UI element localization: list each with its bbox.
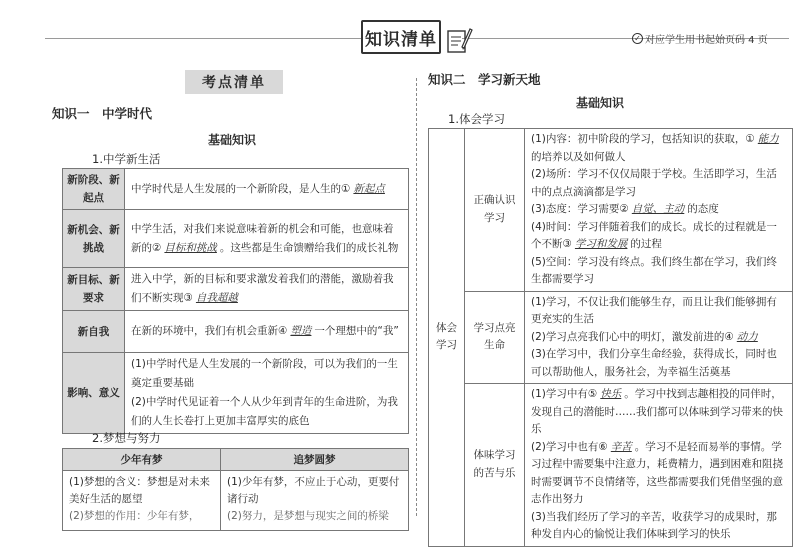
row-label: 体味学习的苦与乐	[465, 384, 525, 547]
subheading-dream-effort: 2.梦想与努力	[92, 431, 161, 445]
subheading-experience-learning: 1.体会学习	[448, 112, 505, 126]
answer-blank: 目标和挑战	[164, 241, 217, 254]
basic-knowledge-heading-left: 基础知识	[208, 133, 257, 147]
row-label: 新自我	[63, 311, 125, 353]
table-row	[63, 311, 409, 353]
row-content: 进入中学，新的目标和要求激发着我们的潜能，激励着我们不断实现③ 自我超越	[125, 268, 409, 311]
row-content: (1)学习，不仅让我们能够生存，而且让我们能够拥有更充实的生活 (2)学习点亮我们心中的明灯，激发前进的④ 动力 (3)在学习中，我们分享生命经验，获得成长，同时也可以帮助他人，服务社会，为幸福生活奠基	[525, 291, 793, 384]
answer-blank: 能力	[757, 133, 779, 145]
knowledge-one-heading: 知识一 中学时代	[52, 106, 153, 121]
row-label: 新目标、新要求	[63, 268, 125, 311]
answer-blank: 快乐	[600, 388, 622, 400]
row-content: (1)学习中有⑤ 快乐 。学习中找到志趣相投的同伴时，发现自己的潜能时……我们都可以体味到学习带来的快乐 (2)学习中也有⑥ 辛苦 。学习不是轻而易举的事情。学习过程中需要集中注意力，耗费精力，遇到困难和阻挠时需要调节不良情绪等，这些都需要我们凭借坚强的意志作出努力 (3)当我们经历了学习的辛苦，收获学习的成果时，那种发自内心的愉悦让我们体味到学习的快乐	[525, 384, 793, 547]
table-row	[429, 129, 793, 292]
knowledge-two-heading: 知识二 学习新天地	[428, 72, 541, 87]
row-label: 学习点亮生命	[465, 291, 525, 384]
column-header: 少年有梦	[63, 449, 221, 471]
row-label: 新阶段、新起点	[63, 169, 125, 210]
page-reference-note	[632, 31, 768, 46]
table-cell: (1)梦想的含义：梦想是对未来美好生活的愿望 (2)梦想的作用：少年有梦，	[63, 471, 221, 531]
table-row	[63, 169, 409, 210]
notepad-pencil-icon	[446, 25, 472, 55]
section-title: 考点清单	[185, 70, 283, 94]
dream-effort-table	[62, 448, 409, 531]
answer-blank: 自觉、主动	[631, 203, 685, 215]
column-divider	[416, 78, 417, 516]
table-row	[63, 268, 409, 311]
table-row	[63, 471, 409, 531]
outer-label: 体会学习	[429, 129, 465, 547]
row-label: 新机会、新挑战	[63, 210, 125, 268]
table-cell: (1)少年有梦，不应止于心动，更要付诸行动 (2)努力，是梦想与现实之间的桥梁	[221, 471, 409, 531]
table-header-row	[63, 449, 409, 471]
answer-blank: 学习和发展	[574, 238, 628, 250]
banner-title: 知识清单	[361, 20, 441, 54]
row-label: 正确认识学习	[465, 129, 525, 292]
new-life-table	[62, 168, 409, 434]
answer-blank: 自我超越	[195, 292, 238, 304]
table-row	[63, 210, 409, 268]
table-row	[63, 353, 409, 434]
answer-blank: 动力	[736, 330, 758, 343]
row-content: (1)内容：初中阶段的学习，包括知识的获取，① 能力的培养以及如何做人 (2)场所：学习不仅仅局限于学校。生活即学习，生活中的点点滴滴都是学习 (3)态度：学习需要② 自觉、主动 的态度 (4)时间：学习伴随着我们的成长。成长的过程就是一个不断③ 学习和发展 的过程 (5)空间：学习没有终点。我们终生都在学习，我们终生都需要学习	[525, 129, 793, 292]
table-row	[429, 291, 793, 384]
row-label: 影响、意义	[63, 353, 125, 434]
answer-blank: 新起点	[353, 182, 385, 195]
check-circle-icon: ✓	[632, 33, 643, 44]
answer-blank: 辛苦	[610, 440, 632, 453]
basic-knowledge-heading-right: 基础知识	[576, 96, 625, 110]
row-content: 在新的环境中，我们有机会重新④ 塑造 一个理想中的“我”	[125, 311, 409, 353]
subheading-new-life: 1.中学新生活	[92, 152, 161, 166]
header-rule-left	[45, 38, 362, 39]
row-content: 中学时代是人生发展的一个新阶段，是人生的① 新起点	[125, 169, 409, 210]
row-content: (1)中学时代是人生发展的一个新阶段，可以为我们的一生奠定重要基础 (2)中学时代见证着一个人从少年到青年的生命进阶，为我们的人生长卷打上更加丰富厚实的底色	[125, 353, 409, 434]
table-row	[429, 384, 793, 547]
row-content: 中学生活，对我们来说意味着新的机会和可能，也意味着新的② 目标和挑战 。这些都是生命馈赠给我们的成长礼物	[125, 210, 409, 268]
learning-table	[428, 128, 793, 547]
page-reference-text: 对应学生用书起始页码 4 页	[645, 35, 768, 46]
column-header: 追梦圆梦	[221, 449, 409, 471]
answer-blank: 塑造	[290, 325, 312, 337]
